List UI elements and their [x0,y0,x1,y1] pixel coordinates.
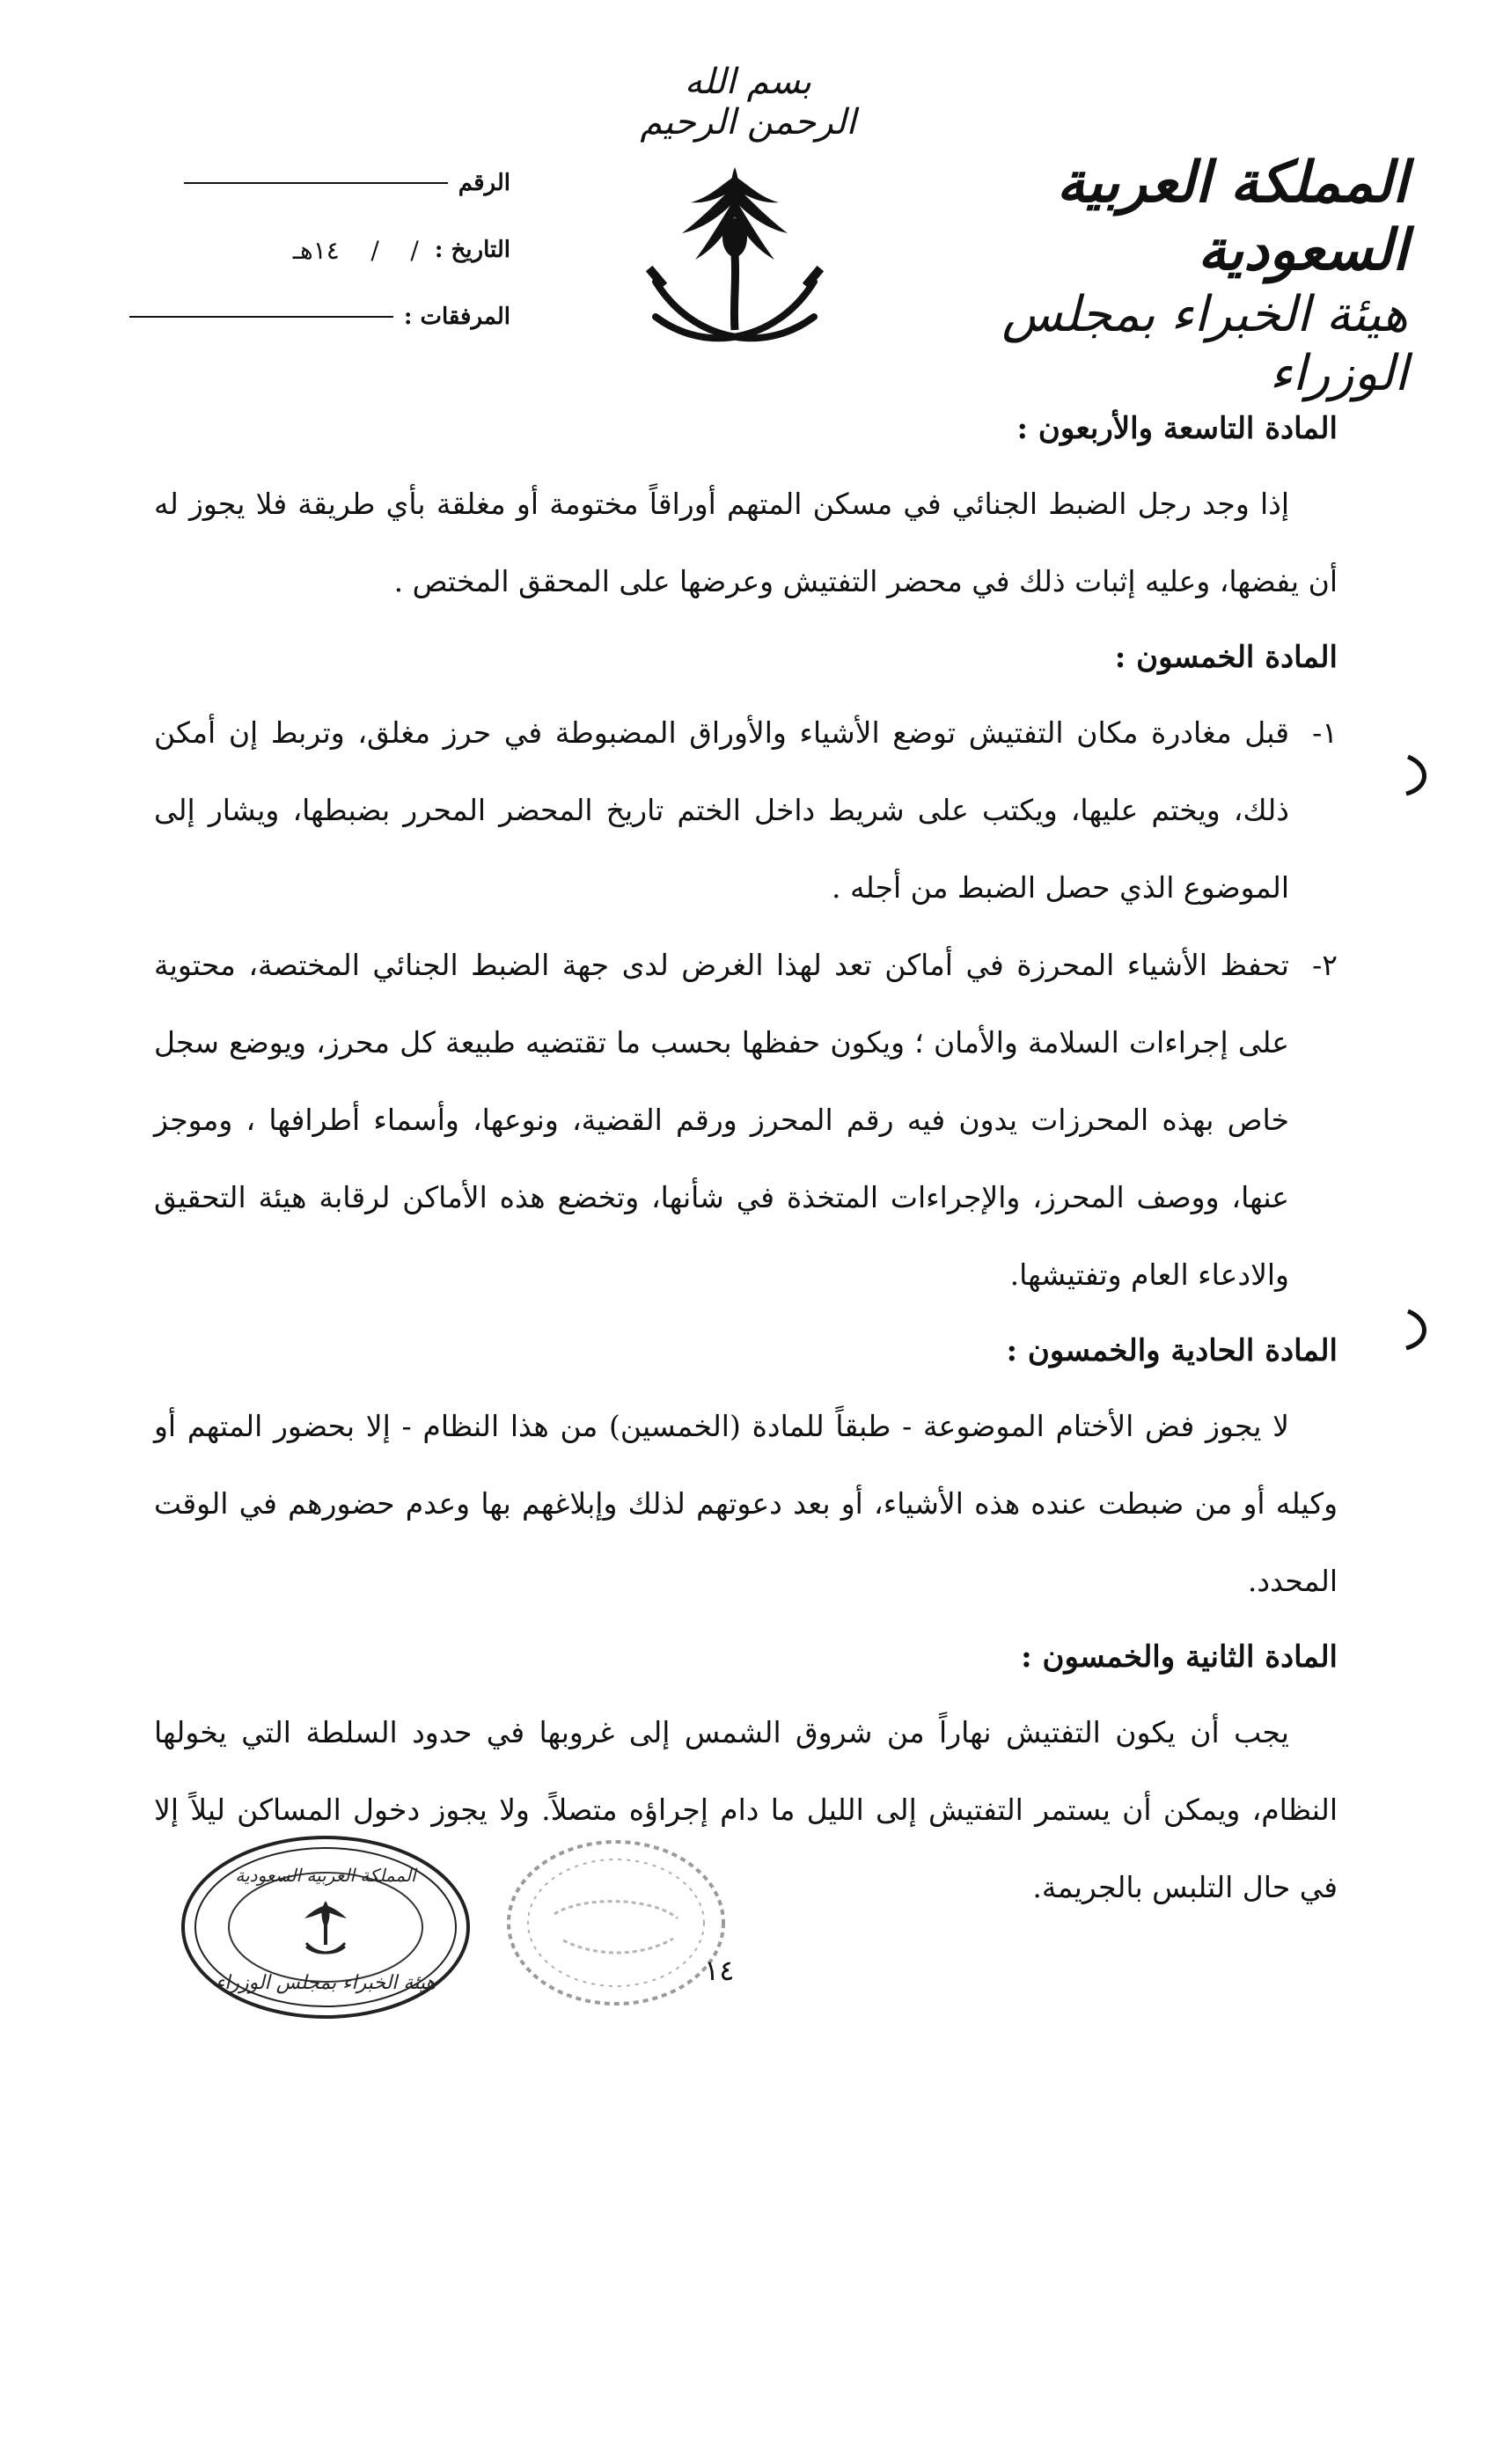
item-number: ١- [1312,715,1338,750]
faint-seal-stamp [502,1835,730,2011]
list-item [154,694,1338,927]
ministry-header [915,150,1408,403]
stamp-text-top: المملكة العربية السعودية [235,1865,416,1886]
reference-block [97,150,510,350]
official-seal-stamp [176,1830,475,2024]
article-heading: المادة الثانية والخمسون : [1021,1639,1338,1675]
saudi-emblem-icon [638,150,832,370]
basmala: بسم الله الرحمن الرحيم [640,62,856,143]
list-item [154,927,1338,1314]
ref-row [97,150,510,216]
date-value: / / ١٤هـ [292,235,419,265]
kingdom-name: المملكة العربية السعودية [1056,150,1408,283]
stamp-text-bottom: هيئة الخبراء بمجلس الوزراء [215,1972,436,1994]
article-heading: المادة الخمسون : [1114,640,1338,675]
attachments-row [97,283,510,350]
date-row [97,216,510,283]
attachments-line [129,316,393,318]
item-number: ٢- [1312,948,1338,982]
article-text: إذا وجد رجل الضبط الجنائي في مسكن المتهم أوراقاً مختومة أو مغلقة بأي طريقة فلا يجوز له أن يفضها، وعليه إثبات ذلك في محضر التفتيش وعرضها على المحقق المختص . [154,487,1338,598]
article-heading: المادة التاسعة والأربعون : [1016,411,1338,446]
attachments-label: المرفقات : [403,304,510,330]
ref-line [184,182,448,184]
document-body [154,392,1338,1926]
article-text: لا يجوز فض الأختام الموضوعة - طبقاً للمادة (الخمسين) من هذا النظام - إلا بحضور المتهم أو وكيله أو من ضبطت عنده هذه الأشياء، أو بعد دعوتهم لذلك وإبلاغهم بها وعدم حضورهم في الوقت المحدد. [154,1409,1338,1598]
authority-name: هيئة الخبراء بمجلس الوزراء [1001,285,1408,402]
page-number: ١٤ [704,1954,735,1987]
item-text: تحفظ الأشياء المحرزة في أماكن تعد لهذا الغرض لدى جهة الضبط الجنائي المختصة، محتوية على إجراءات السلامة والأمان ؛ ويكون حفظها بحسب ما تقتضيه طبيعة كل محرز، ويوضع سجل خاص بهذه المحرزات يدون فيه رقم المحرز ورقم القضية، ونوعها، وأسماء أطرافها ، وموجز عنها، ووصف المحرز، والإجراءات المتخذة في شأنها، وتخضع هذه الأماكن لرقابة هيئة التحقيق والادعاء العام وتفتيشها. [154,948,1289,1292]
margin-mark-icon [1399,1302,1434,1355]
article-heading: المادة الحادية والخمسون : [1006,1333,1338,1368]
margin-mark-icon [1399,748,1434,801]
ref-label: الرقم [458,170,510,196]
date-label: التاريخ : [434,237,510,263]
item-text: قبل مغادرة مكان التفتيش توضع الأشياء والأوراق المضبوطة في حرز مغلق، وتربط إن أمكن ذلك، ويختم عليها، ويكتب على شريط داخل الختم تاريخ المحضر المحرر بضبطها، ويشار إلى الموضوع الذي حصل الضبط من أجله . [154,715,1289,905]
article-text: يجب أن يكون التفتيش نهاراً من شروق الشمس إلى غروبها في حدود السلطة التي يخولها النظام، ويمكن أن يستمر التفتيش إلى الليل ما دام إجراؤه متصلاً. ولا يجوز دخول المساكن ليلاً إلا في حال التلبس بالجريمة. [154,1715,1338,1904]
